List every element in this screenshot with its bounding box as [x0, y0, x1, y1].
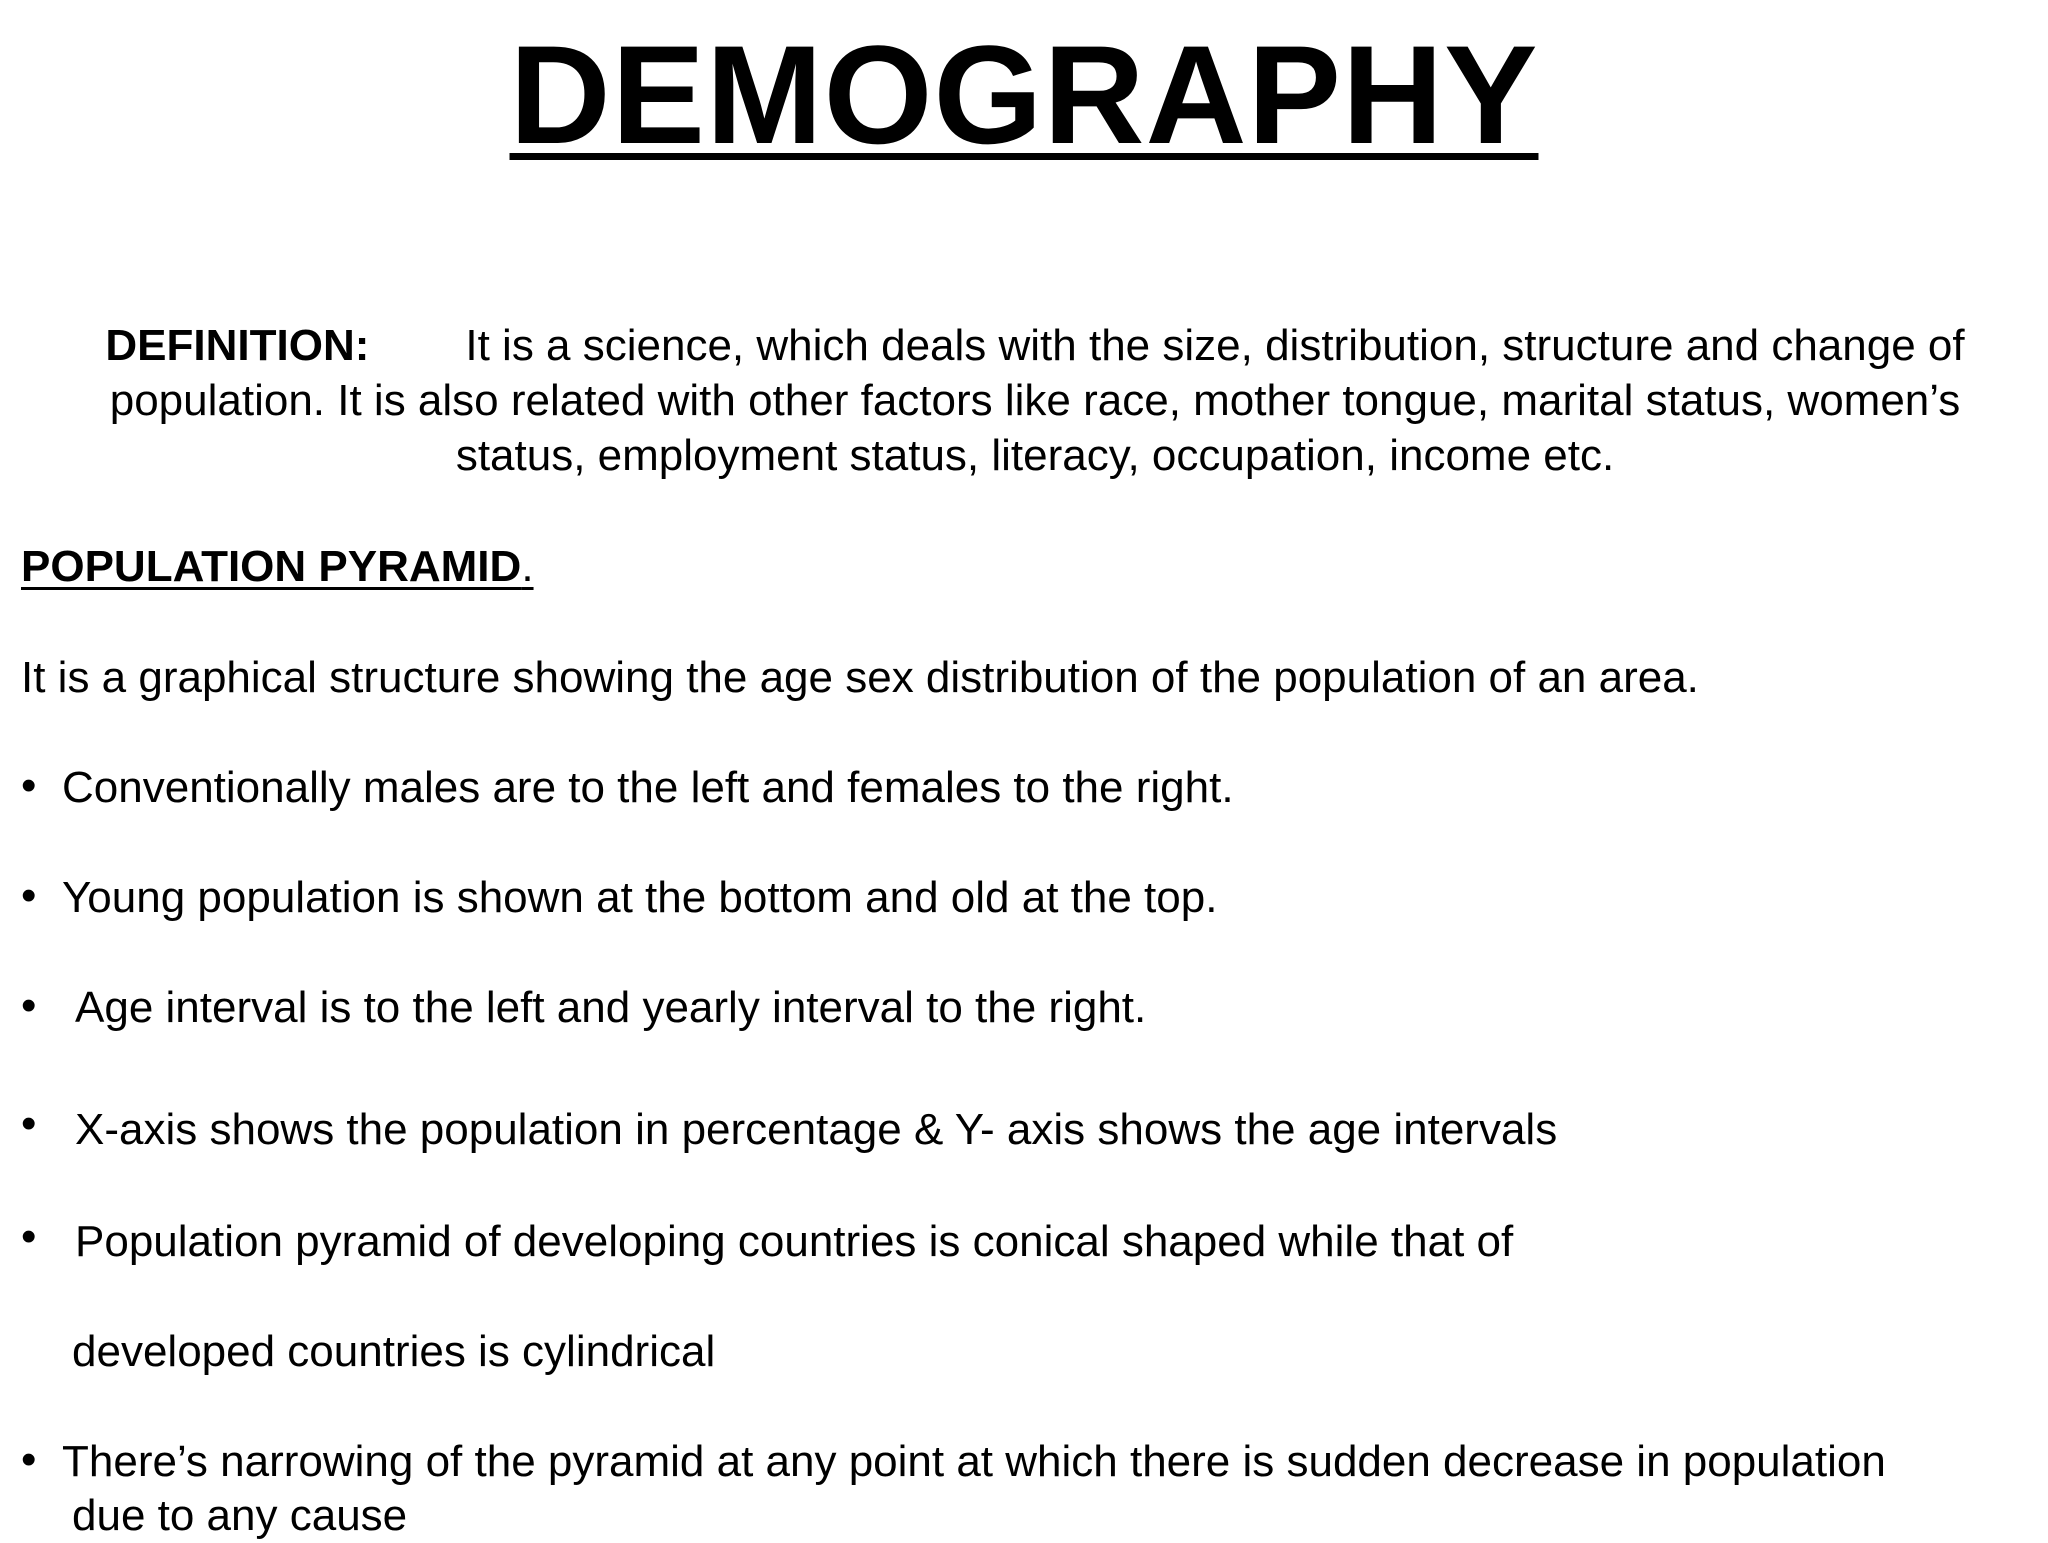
definition-line-3: status, employment status, literacy, occupation, income etc.	[455, 431, 1615, 480]
bullet-text-2: Young population is shown at the bottom and old at the top.	[62, 873, 1218, 922]
bullet-text-6-continuation: due to any cause	[72, 1491, 408, 1540]
bullet-text-3: Age interval is to the left and yearly interval to the right.	[75, 983, 1147, 1032]
intro-text: It is a graphical structure showing the age sex distribution of the population of an area.	[21, 653, 1699, 702]
bullet-text-6: There’s narrowing of the pyramid at any point at which there is sudden decrease in population	[62, 1437, 1886, 1486]
bullet-text-5: Population pyramid of developing countries is conical shaped while that of	[75, 1217, 1514, 1266]
bullet-marker: •	[21, 981, 37, 1030]
page-title-text: DEMOGRAPHY	[509, 16, 1539, 173]
bullet-marker: •	[21, 761, 37, 810]
bullet-marker: •	[21, 871, 37, 920]
bullet-marker: •	[21, 1212, 37, 1261]
bullet-marker: •	[21, 1435, 37, 1484]
definition-label: DEFINITION:	[105, 321, 370, 370]
definition-line-2: population. It is also related with other factors like race, mother tongue, marital status, women’s	[109, 376, 1961, 425]
page-title	[0, 16, 2048, 173]
definition-block	[60, 318, 2010, 483]
section-heading-dot: .	[521, 542, 534, 591]
bullet-text-4: X-axis shows the population in percentage & Y- axis shows the age intervals	[75, 1105, 1558, 1154]
section-heading	[21, 540, 534, 594]
definition-text-1: It is a science, which deals with the size, distribution, structure and change of	[465, 321, 1965, 370]
bullet-marker: •	[21, 1099, 37, 1148]
bullet-text-1: Conventionally males are to the left and females to the right.	[62, 763, 1234, 812]
section-heading-text: POPULATION PYRAMID	[21, 542, 522, 591]
bullet-text-5-continuation: developed countries is cylindrical	[72, 1327, 716, 1376]
definition-line-1	[60, 318, 2010, 373]
